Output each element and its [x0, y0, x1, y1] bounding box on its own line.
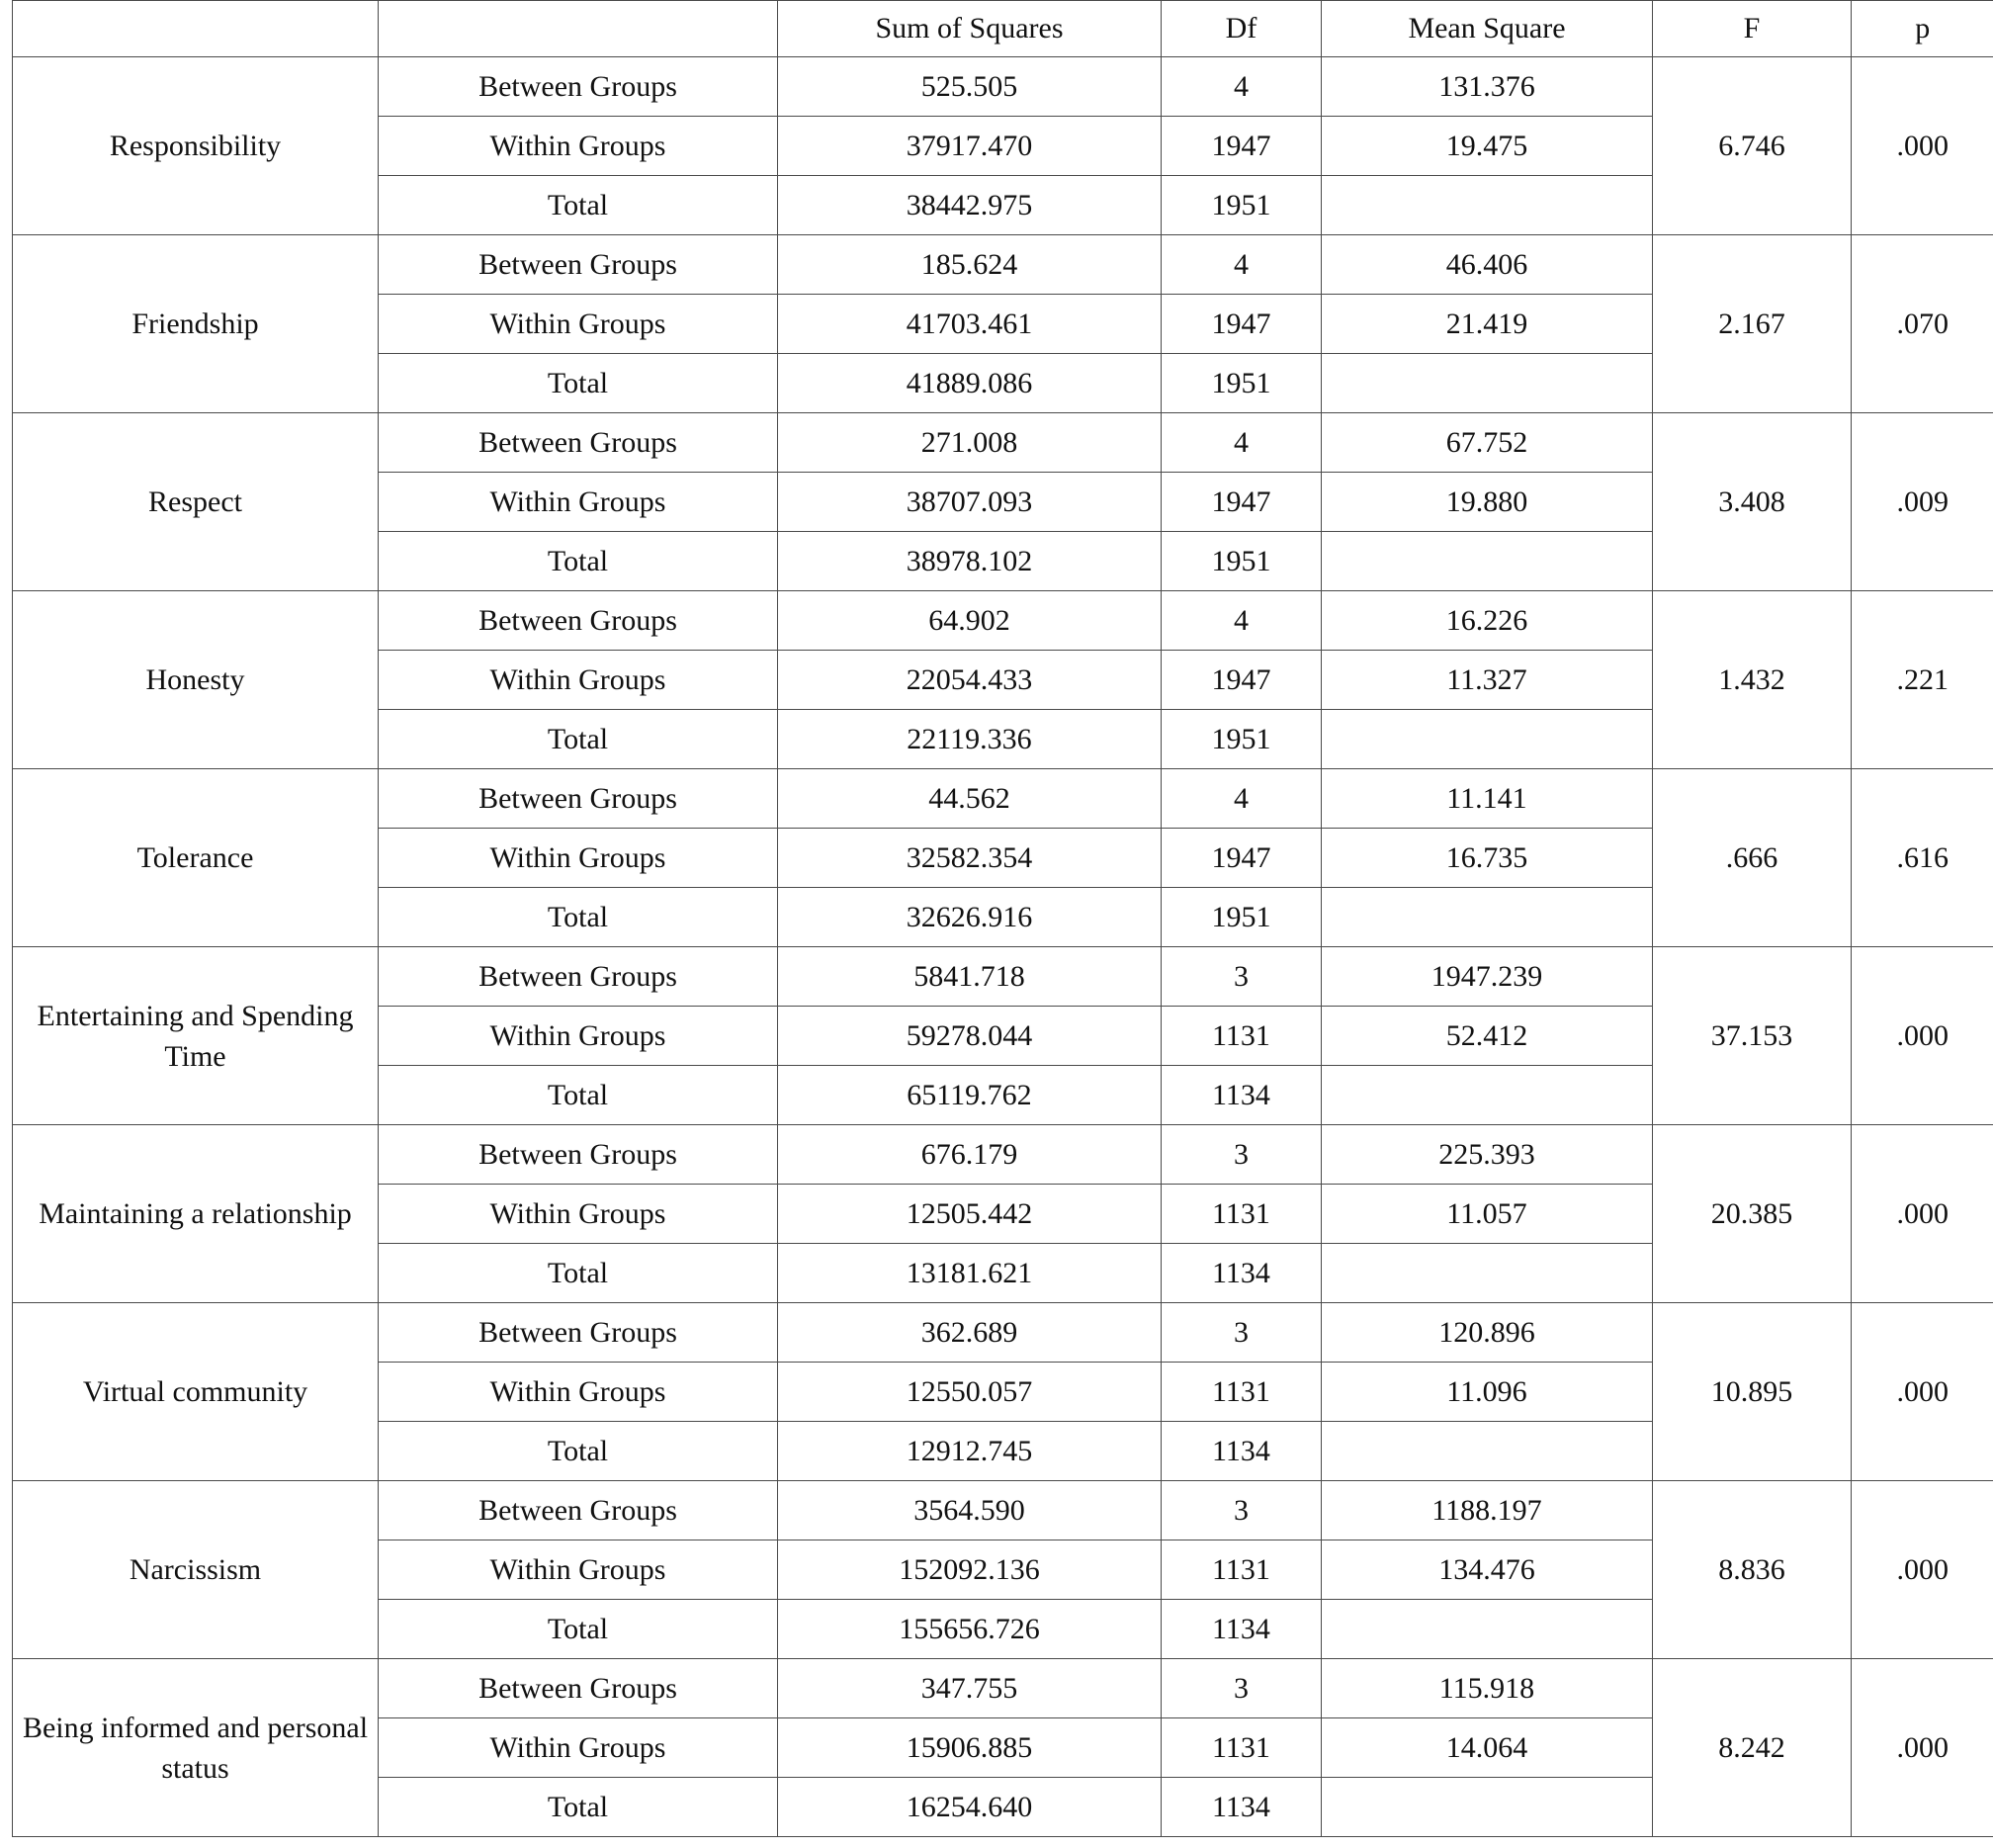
cell-f: 6.746	[1653, 57, 1852, 235]
cell-source: Between Groups	[379, 235, 778, 295]
cell-mean-square	[1322, 1778, 1653, 1837]
cell-df: 1947	[1162, 473, 1322, 532]
cell-p: .000	[1852, 57, 1993, 235]
cell-sum-of-squares: 32582.354	[778, 829, 1162, 888]
variable-name: Responsibility	[13, 57, 379, 235]
cell-f: 3.408	[1653, 413, 1852, 591]
cell-sum-of-squares: 185.624	[778, 235, 1162, 295]
variable-name: Maintaining a relationship	[13, 1125, 379, 1303]
cell-mean-square	[1322, 710, 1653, 769]
header-df: Df	[1162, 1, 1322, 57]
cell-source: Between Groups	[379, 57, 778, 117]
cell-source: Total	[379, 1066, 778, 1125]
cell-df: 1947	[1162, 651, 1322, 710]
variable-name: Respect	[13, 413, 379, 591]
cell-p: .221	[1852, 591, 1993, 769]
variable-name: Tolerance	[13, 769, 379, 947]
cell-sum-of-squares: 65119.762	[778, 1066, 1162, 1125]
cell-df: 1134	[1162, 1066, 1322, 1125]
cell-mean-square: 120.896	[1322, 1303, 1653, 1363]
cell-df: 1131	[1162, 1185, 1322, 1244]
cell-source: Within Groups	[379, 651, 778, 710]
cell-source: Total	[379, 888, 778, 947]
cell-p: .000	[1852, 1125, 1993, 1303]
cell-df: 3	[1162, 1125, 1322, 1185]
variable-name: Narcissism	[13, 1481, 379, 1659]
cell-f: 37.153	[1653, 947, 1852, 1125]
cell-mean-square	[1322, 1244, 1653, 1303]
cell-df: 1951	[1162, 888, 1322, 947]
cell-mean-square	[1322, 888, 1653, 947]
cell-sum-of-squares: 12912.745	[778, 1422, 1162, 1481]
cell-df: 1134	[1162, 1600, 1322, 1659]
cell-df: 3	[1162, 947, 1322, 1007]
cell-mean-square	[1322, 1066, 1653, 1125]
cell-source: Between Groups	[379, 1659, 778, 1718]
cell-p: .000	[1852, 1481, 1993, 1659]
cell-sum-of-squares: 38442.975	[778, 176, 1162, 235]
cell-df: 1131	[1162, 1007, 1322, 1066]
cell-p: .616	[1852, 769, 1993, 947]
cell-mean-square: 52.412	[1322, 1007, 1653, 1066]
table-row	[13, 1125, 1993, 1185]
cell-sum-of-squares: 13181.621	[778, 1244, 1162, 1303]
cell-df: 1947	[1162, 117, 1322, 176]
cell-sum-of-squares: 12550.057	[778, 1363, 1162, 1422]
anova-table	[12, 0, 1993, 1837]
table-row	[13, 1659, 1993, 1718]
variable-name: Honesty	[13, 591, 379, 769]
cell-sum-of-squares: 64.902	[778, 591, 1162, 651]
cell-sum-of-squares: 3564.590	[778, 1481, 1162, 1540]
table-row	[13, 1481, 1993, 1540]
cell-mean-square: 11.327	[1322, 651, 1653, 710]
cell-source: Between Groups	[379, 1303, 778, 1363]
cell-df: 1131	[1162, 1363, 1322, 1422]
variable-name: Being informed and personal status	[13, 1659, 379, 1837]
cell-df: 3	[1162, 1481, 1322, 1540]
cell-sum-of-squares: 59278.044	[778, 1007, 1162, 1066]
cell-df: 1131	[1162, 1540, 1322, 1600]
cell-mean-square: 1947.239	[1322, 947, 1653, 1007]
cell-mean-square: 131.376	[1322, 57, 1653, 117]
table-row	[13, 413, 1993, 473]
cell-sum-of-squares: 41703.461	[778, 295, 1162, 354]
cell-df: 1134	[1162, 1244, 1322, 1303]
cell-df: 1951	[1162, 710, 1322, 769]
header-variable	[13, 1, 379, 57]
cell-mean-square: 134.476	[1322, 1540, 1653, 1600]
header-sum-of-squares: Sum of Squares	[778, 1, 1162, 57]
cell-mean-square: 19.880	[1322, 473, 1653, 532]
cell-df: 1947	[1162, 829, 1322, 888]
cell-source: Total	[379, 1422, 778, 1481]
cell-source: Within Groups	[379, 1540, 778, 1600]
cell-sum-of-squares: 676.179	[778, 1125, 1162, 1185]
cell-df: 1951	[1162, 354, 1322, 413]
cell-df: 1951	[1162, 532, 1322, 591]
table-row	[13, 1303, 1993, 1363]
cell-mean-square: 14.064	[1322, 1718, 1653, 1778]
cell-mean-square: 16.226	[1322, 591, 1653, 651]
table-body	[13, 57, 1993, 1837]
cell-source: Total	[379, 1600, 778, 1659]
cell-f: 10.895	[1653, 1303, 1852, 1481]
cell-df: 1947	[1162, 295, 1322, 354]
cell-mean-square: 67.752	[1322, 413, 1653, 473]
cell-sum-of-squares: 347.755	[778, 1659, 1162, 1718]
cell-source: Between Groups	[379, 947, 778, 1007]
cell-f: 20.385	[1653, 1125, 1852, 1303]
cell-source: Within Groups	[379, 1363, 778, 1422]
cell-df: 4	[1162, 413, 1322, 473]
cell-source: Total	[379, 354, 778, 413]
cell-sum-of-squares: 15906.885	[778, 1718, 1162, 1778]
header-f: F	[1653, 1, 1852, 57]
cell-p: .000	[1852, 1659, 1993, 1837]
cell-mean-square: 21.419	[1322, 295, 1653, 354]
table-row	[13, 591, 1993, 651]
cell-sum-of-squares: 44.562	[778, 769, 1162, 829]
cell-df: 4	[1162, 57, 1322, 117]
cell-sum-of-squares: 38978.102	[778, 532, 1162, 591]
cell-mean-square: 225.393	[1322, 1125, 1653, 1185]
cell-df: 4	[1162, 235, 1322, 295]
cell-mean-square	[1322, 1422, 1653, 1481]
cell-source: Total	[379, 710, 778, 769]
cell-f: 1.432	[1653, 591, 1852, 769]
cell-df: 4	[1162, 769, 1322, 829]
cell-sum-of-squares: 37917.470	[778, 117, 1162, 176]
header-source	[379, 1, 778, 57]
cell-source: Total	[379, 176, 778, 235]
cell-p: .000	[1852, 947, 1993, 1125]
cell-mean-square: 11.057	[1322, 1185, 1653, 1244]
cell-source: Between Groups	[379, 591, 778, 651]
cell-df: 1951	[1162, 176, 1322, 235]
cell-source: Total	[379, 1244, 778, 1303]
cell-source: Within Groups	[379, 295, 778, 354]
cell-f: 2.167	[1653, 235, 1852, 413]
cell-mean-square: 46.406	[1322, 235, 1653, 295]
cell-mean-square: 11.141	[1322, 769, 1653, 829]
cell-p: .000	[1852, 1303, 1993, 1481]
cell-p: .009	[1852, 413, 1993, 591]
cell-df: 4	[1162, 591, 1322, 651]
table-row	[13, 235, 1993, 295]
variable-name: Virtual community	[13, 1303, 379, 1481]
cell-mean-square: 115.918	[1322, 1659, 1653, 1718]
cell-sum-of-squares: 22119.336	[778, 710, 1162, 769]
cell-mean-square: 11.096	[1322, 1363, 1653, 1422]
cell-sum-of-squares: 16254.640	[778, 1778, 1162, 1837]
cell-source: Total	[379, 1778, 778, 1837]
cell-sum-of-squares: 32626.916	[778, 888, 1162, 947]
cell-p: .070	[1852, 235, 1993, 413]
cell-sum-of-squares: 155656.726	[778, 1600, 1162, 1659]
cell-source: Within Groups	[379, 1185, 778, 1244]
cell-sum-of-squares: 152092.136	[778, 1540, 1162, 1600]
cell-mean-square	[1322, 176, 1653, 235]
cell-df: 3	[1162, 1659, 1322, 1718]
cell-source: Between Groups	[379, 1481, 778, 1540]
table-row	[13, 769, 1993, 829]
cell-mean-square	[1322, 532, 1653, 591]
cell-sum-of-squares: 5841.718	[778, 947, 1162, 1007]
cell-mean-square: 1188.197	[1322, 1481, 1653, 1540]
cell-source: Within Groups	[379, 1007, 778, 1066]
cell-sum-of-squares: 38707.093	[778, 473, 1162, 532]
cell-source: Within Groups	[379, 1718, 778, 1778]
cell-f: .666	[1653, 769, 1852, 947]
table-row	[13, 57, 1993, 117]
variable-name: Friendship	[13, 235, 379, 413]
cell-mean-square	[1322, 354, 1653, 413]
cell-sum-of-squares: 22054.433	[778, 651, 1162, 710]
cell-f: 8.836	[1653, 1481, 1852, 1659]
header-p: p	[1852, 1, 1993, 57]
cell-sum-of-squares: 362.689	[778, 1303, 1162, 1363]
header-mean-square: Mean Square	[1322, 1, 1653, 57]
cell-source: Within Groups	[379, 829, 778, 888]
cell-f: 8.242	[1653, 1659, 1852, 1837]
cell-sum-of-squares: 271.008	[778, 413, 1162, 473]
header-row	[13, 1, 1993, 57]
cell-mean-square: 16.735	[1322, 829, 1653, 888]
cell-df: 3	[1162, 1303, 1322, 1363]
cell-source: Within Groups	[379, 117, 778, 176]
cell-mean-square	[1322, 1600, 1653, 1659]
cell-source: Between Groups	[379, 1125, 778, 1185]
cell-df: 1134	[1162, 1778, 1322, 1837]
cell-mean-square: 19.475	[1322, 117, 1653, 176]
cell-source: Within Groups	[379, 473, 778, 532]
cell-df: 1131	[1162, 1718, 1322, 1778]
cell-sum-of-squares: 525.505	[778, 57, 1162, 117]
cell-source: Total	[379, 532, 778, 591]
cell-source: Between Groups	[379, 769, 778, 829]
cell-sum-of-squares: 41889.086	[778, 354, 1162, 413]
variable-name: Entertaining and Spending Time	[13, 947, 379, 1125]
table-row	[13, 947, 1993, 1007]
cell-source: Between Groups	[379, 413, 778, 473]
cell-df: 1134	[1162, 1422, 1322, 1481]
cell-sum-of-squares: 12505.442	[778, 1185, 1162, 1244]
